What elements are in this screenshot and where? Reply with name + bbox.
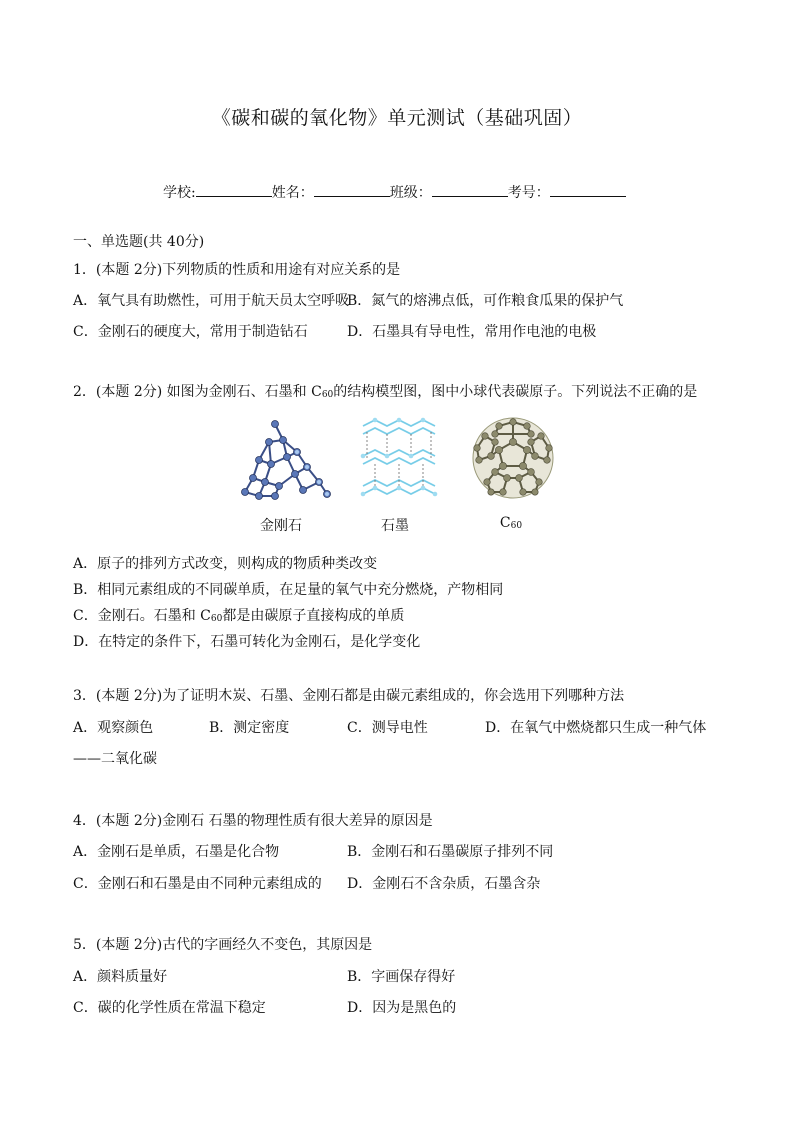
q4-option-d: D．金刚石不含杂质，石墨含杂 bbox=[347, 876, 541, 892]
q5-option-a: A．颜料质量好 bbox=[73, 969, 168, 985]
q4-option-a: A．金刚石是单质，石墨是化合物 bbox=[73, 844, 280, 860]
q4-stem: 4．(本题 2分)金刚石 石墨的物理性质有很大差异的原因是 bbox=[73, 813, 433, 829]
student-info bbox=[163, 182, 626, 202]
caption-diamond: 金刚石 bbox=[260, 518, 302, 534]
number-label: 考号： bbox=[507, 185, 550, 201]
c60-structure-image bbox=[473, 418, 553, 498]
class-label: 班级： bbox=[389, 185, 432, 201]
caption-c60-main: C bbox=[499, 515, 511, 531]
q3-option-a: A．观察颜色 bbox=[73, 720, 154, 736]
q1-option-a: A．氧气具有助燃性，可用于航天员太空呼吸 bbox=[73, 293, 350, 309]
q4-option-c: C．金刚石和石墨是由不同种元素组成的 bbox=[73, 876, 322, 892]
q1-option-b: B．氮气的熔沸点低，可作粮食瓜果的保护气 bbox=[347, 293, 624, 309]
class-field[interactable] bbox=[432, 182, 508, 197]
name-label: 姓名： bbox=[271, 185, 314, 201]
school-label: 学校: bbox=[163, 185, 196, 201]
q2-option-c-sub: 60 bbox=[210, 614, 223, 624]
q2-option-c-a: C．金刚石。石墨和 C bbox=[73, 608, 211, 624]
caption-c60-sub: 60 bbox=[510, 521, 523, 531]
q3-option-b: B．测定密度 bbox=[209, 720, 290, 736]
graphite-structure-image bbox=[361, 418, 438, 497]
q5-option-c: C．碳的化学性质在常温下稳定 bbox=[73, 1000, 266, 1016]
q1-option-c: C．金刚石的硬度大，常用于制造钻石 bbox=[73, 324, 308, 340]
q2-option-b: B．相同元素组成的不同碳单质，在足量的氧气中充分燃烧，产物相同 bbox=[73, 582, 504, 598]
section-heading: 一、单选题(共 40分) bbox=[73, 234, 205, 250]
q2-option-c bbox=[73, 605, 404, 625]
q4-option-b: B．金刚石和石墨碳原子排列不同 bbox=[347, 844, 554, 860]
q3-option-d-cont: ——二氧化碳 bbox=[73, 751, 157, 767]
q1-stem: 1．(本题 2分)下列物质的性质和用途有对应关系的是 bbox=[73, 262, 401, 278]
q3-option-d: D．在氧气中燃烧都只生成一种气体 bbox=[485, 720, 707, 736]
q2-stem-a: 2．(本题 2分) 如图为金刚石、石墨和 C bbox=[73, 384, 322, 400]
carbon-structures-figure bbox=[237, 412, 567, 504]
q2-option-a: A．原子的排列方式改变，则构成的物质种类改变 bbox=[73, 556, 378, 572]
school-field[interactable] bbox=[196, 182, 272, 197]
q3-option-c: C．测导电性 bbox=[347, 720, 428, 736]
number-field[interactable] bbox=[550, 182, 626, 197]
q1-option-d: D．石墨具有导电性，常用作电池的电极 bbox=[347, 324, 597, 340]
q3-stem: 3．(本题 2分)为了证明木炭、石墨、金刚石都是由碳元素组成的，你会选用下列哪种方法 bbox=[73, 688, 625, 704]
caption-graphite: 石墨 bbox=[381, 518, 409, 534]
page-title: 《碳和碳的氧化物》单元测试（基础巩固） bbox=[211, 107, 583, 129]
q5-stem: 5．(本题 2分)古代的字画经久不变色，其原因是 bbox=[73, 937, 373, 953]
caption-c60 bbox=[481, 515, 541, 531]
q2-stem-sub: 60 bbox=[321, 390, 334, 400]
q2-stem bbox=[73, 381, 697, 401]
q5-option-b: B．字画保存得好 bbox=[347, 969, 456, 985]
q2-option-c-b: 都是由碳原子直接构成的单质 bbox=[222, 608, 405, 624]
q2-option-d: D．在特定的条件下，石墨可转化为金刚石，是化学变化 bbox=[73, 634, 421, 650]
q5-option-d: D．因为是黑色的 bbox=[347, 1000, 457, 1016]
name-field[interactable] bbox=[314, 182, 390, 197]
q2-stem-b: 的结构模型图，图中小球代表碳原子。下列说法不正确的是 bbox=[333, 384, 698, 400]
diamond-structure-image bbox=[242, 421, 331, 500]
